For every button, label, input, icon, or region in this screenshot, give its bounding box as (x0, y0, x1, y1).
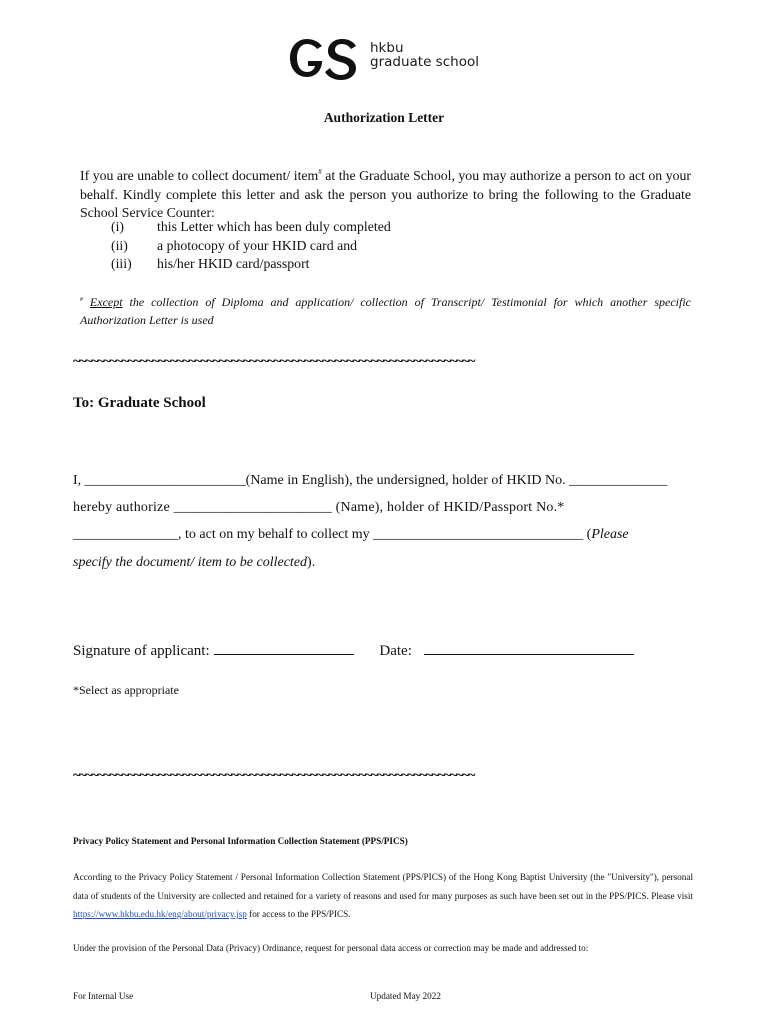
form-line-name: I, _______________________(Name in English), the undersigned, holder of HKID No. ______________ (73, 473, 668, 488)
form-line-collect (73, 527, 690, 543)
pps-text-end: for access to the PPS/PICS. (246, 909, 351, 919)
hkbu-graduate-school-logo (288, 36, 488, 80)
form-please: Please (591, 527, 629, 542)
date-label: Date: (379, 643, 412, 659)
form-specify-text: specify the document/ item to be collected (73, 555, 308, 570)
signature-line[interactable] (214, 640, 354, 655)
select-note: *Select as appropriate (73, 683, 179, 697)
intro-paragraph (80, 163, 691, 223)
list-item-text: his/her HKID card/passport (157, 256, 310, 271)
intro-text-end: at the Graduate School, you may authorize a person to act on your behalf. Kindly complete this letter and ask the person you authorize to bring the following to the Graduate School Service Counter: (80, 168, 691, 220)
requirements-list (111, 218, 391, 274)
intro-footnote-mark: # (318, 168, 322, 176)
form-specify-end: ). (307, 555, 316, 570)
list-item-text: a photocopy of your HKID card and (157, 237, 357, 253)
list-item-text: this Letter which has been duly completed (157, 219, 391, 234)
logo-line-hkbu: hkbu (370, 40, 404, 56)
footnote-except: Except (89, 295, 123, 309)
footnote-mark: # (80, 297, 83, 303)
list-item-number: (i) (111, 219, 125, 234)
gs-logo-mark (288, 36, 362, 80)
signature-label: Signature of applicant: (73, 643, 210, 659)
form-line-specify (73, 555, 690, 571)
footer-updated: Updated May 2022 (370, 991, 441, 1001)
list-item-number: (ii) (111, 237, 128, 253)
logo-text (370, 41, 479, 69)
intro-text-start: If you are unable to collect document/ item (80, 168, 319, 183)
list-item (111, 218, 391, 237)
pps-access-paragraph: Under the provision of the Personal Data (Privacy) Ordinance, request for personal data access or correction may be made and addressed to: (73, 943, 589, 953)
privacy-link[interactable]: https://www.hkbu.edu.hk/eng/about/privacy.jsp (73, 909, 247, 919)
list-item-number: (iii) (111, 256, 132, 271)
pps-text-start: According to the Privacy Policy Statement / Personal Information Collection Statement (PPS/PICS) of the Hong Kong Baptist University (the "University"), personal data of students of the University are collected and retained for a variety of reasons and used for many purposes as such have been set out in the PPS/PICS. Please visit (73, 872, 693, 901)
logo-line-graduate-school: graduate school (370, 54, 479, 70)
signature-row (73, 640, 634, 660)
date-line[interactable] (424, 640, 634, 655)
list-item (111, 255, 391, 274)
form-collect-text: _______________, to act on my behalf to collect my ______________________________ ( (73, 527, 592, 542)
document-title: Authorization Letter (323, 110, 445, 125)
to-heading: To: Graduate School (73, 395, 206, 411)
pps-title: Privacy Policy Statement and Personal Information Collection Statement (PPS/PICS) (73, 836, 408, 846)
list-item (111, 237, 391, 256)
separator-top: ~~~~~~~~~~~~~~~~~~~~~~~~~~~~~~~~~~~~~~~~~~~~~~~~~~~~~~~~~~~~~~~~~~ (73, 354, 475, 369)
footer-internal-use: For Internal Use (73, 991, 134, 1001)
footnote-text: the collection of Diploma and application/ collection of Transcript/ Testimonial for which another specific Authorization Letter is used (80, 295, 691, 327)
form-line-authorize: hereby authorize ______________________ (Name), holder of HKID/Passport No.* (73, 500, 565, 515)
separator-bottom: ~~~~~~~~~~~~~~~~~~~~~~~~~~~~~~~~~~~~~~~~~~~~~~~~~~~~~~~~~~~~~~~~~~ (73, 768, 475, 783)
pps-paragraph (73, 868, 693, 924)
footnote (80, 291, 691, 329)
